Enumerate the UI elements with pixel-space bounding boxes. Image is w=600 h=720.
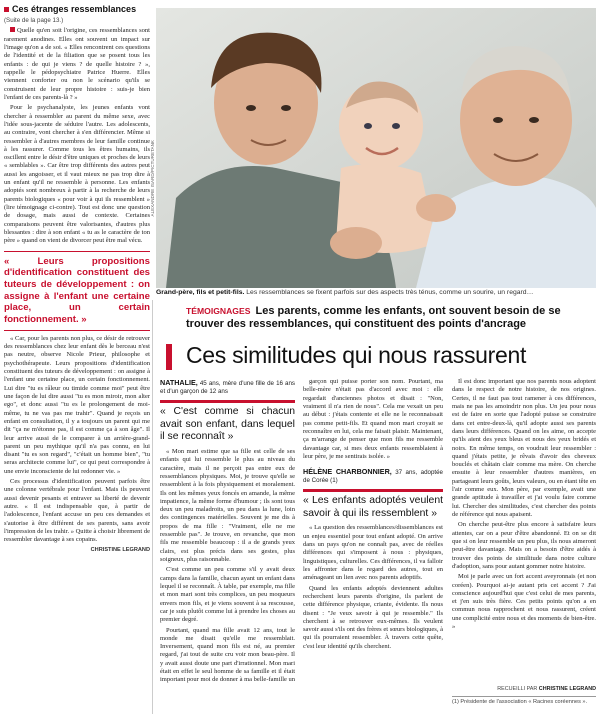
left-byline: CHRISTINE LEGRAND bbox=[90, 546, 150, 553]
footnote: (1) Présidente de l'association « Racines coréennes ». bbox=[452, 696, 596, 705]
col3-paragraph-1: Il est donc important que nos parents nous adoptent dans le respect de notre histoire, de nos origines. Certes, il ne faut pas tout ramener à ces différences, mais ne pas les amoindrir non plus. Un jeu pour nous est de faire en sorte que l'adopté puisse se construire dans cet entre-deux-là, qu'il adopte aussi ses parents dans leurs différences. Quand on les aime, on accepte qu'ils aient des yeux bleus et nous des yeux bridés et noirs. En même temps, on voudrait leur ressembler : quand j'étais petite, je rêvais d'avoir des cheveux bouclés et châtain clair comme ma mère. On cherche ensuite à leur ressembler d'autres manières, en partageant leurs goûts, leurs valeurs, ou en étant tête en l'air comme eux. Mon père, par exemple, avait une grande aptitude à travailler et j'ai voulu faire comme lui. Chercher des similitudes, c'est chercher des points de référence qui nous apaisent. bbox=[452, 378, 596, 518]
col3-paragraph-3: Moi je parle avec un fort accent aveyronnais (et non coréen). Pourquoi ai-je autant pris cet accent ? J'ai conscience aujourd'hui que c'est celui de mes parents, et j'en suis très fière. Ces petits points qu'on a en commun nous rapprochent et nous rassurent, créent une complicité entre nous et des moments de bien-être. » bbox=[452, 573, 596, 631]
source-description: 37 ans, adoptée de Corée (1) bbox=[303, 469, 443, 485]
col2-paragraph-3: Quand les enfants adoptés deviennent adultes recherchent leurs parents d'origine, ils parlent de cette différence physique, criante, évidente. Ils nous disent : "Je veux savoir à qui je ressemble." Ils cherchent à se retrouver eux-mêmes. Ils veulent savoir aussi s'ils ont des frères et sœurs biologiques, à qui ils pourraient ressembler. À travers cette quête, c'est leur identité qu'ils cherchent. bbox=[303, 584, 443, 650]
left-paragraph-1: Quelle qu'en soit l'origine, ces ressemblances sont rarement anodines. Elles ont souvent un impact sur l'image qu'on a de soi. « Elles rencontrent ces questions de l'identité et de la filiation que se posent tous les enfants : de qui je viens ? de quelle histoire ? », rappelle le pédopsychiatre Patrice Huerre. Elles viennent conforter ou non le scénario qu'ils se construisent de leur propre histoire : suis-je bien l'enfant de ces parents-là ? » bbox=[4, 27, 150, 101]
photo-credit: ALEXANDRE ISARD/PICTURETANK bbox=[150, 140, 155, 217]
col1-paragraph-1: « Mon mari estime que sa fille est celle de ses enfants qui lui ressemble le plus au niveau du caractère, mais il ne perçoit pas entre eux de ressemblances physiques. Moi, je trouve qu'elle se ressemblent à la fois physiquement et moralement. Ils ont les mêmes yeux foncés en amande, la même impatience, la même forme d'humour ; ils sont tous deux un peu maladroits, un peu dans la lune, loin des contingences matérielles. Souvent je me dis à propos de ma fille : "Vraiment, elle ne me ressemble pas". Je trouve, en revanche, que mon fils me ressemble beaucoup : il a de grands yeux clairs, est plus précis dans ses gestes, plus soigneux, plus raisonnable. bbox=[160, 447, 295, 563]
column-3-byline bbox=[452, 686, 596, 692]
column-3 bbox=[452, 378, 596, 696]
red-square-bullet-icon bbox=[4, 7, 9, 12]
pull-quote-rule bbox=[160, 400, 295, 403]
column-1 bbox=[160, 378, 295, 710]
section-title: Ces étranges ressemblances bbox=[12, 4, 137, 14]
continued-from: (Suite de la page 13.) bbox=[4, 16, 64, 24]
family-photo-illustration bbox=[156, 8, 596, 288]
column-divider bbox=[152, 300, 153, 714]
byline-author: CHRISTINE LEGRAND bbox=[538, 686, 596, 692]
left-paragraph-3: « Car, pour les parents non plus, ce désir de retrouver des ressemblances chez leur enfant dès le berceau n'est pas neutre, observe Nicole Prieur, philosophe et psychothérapeute. Leurs propositions d'identification constituent des tuteurs de développement : on assigne à l'enfant une certaine place, un certain fonctionnement. Lui dire "tu es râleur ou timide comme moi" peut être une façon de lui dire aussi "tu es mon miroir, mon alter ego", et donc aussi "tu es le prolongement de moi-même, tu ne vas pas me trahir". Quand je reçois un enfant en consultation, il y a toujours un parent qui me dit "ça ne m'étonne pas, il est comme ça à son âge". Il leur arrive aussi de le comparer à un arrière-grand-parent un peu mythique qu'il n'a pas connu, en lui disant "tu es son regard", "c'était un homme bien", "tu seras architecte comme lui", ce qui peut correspondre à une envie inconsciente de lui redonner vie. » bbox=[4, 334, 150, 475]
kicker-dek: Les parents, comme les enfants, ont souvent besoin de se trouver des ressemblances, qui constituent des points d'ancrage bbox=[186, 305, 561, 331]
source-name: HÉLÈNE CHARBONNIER, bbox=[303, 467, 392, 477]
col2-paragraph-1: garçon qui puisse porter son nom. Pourtant, ma belle-mère n'était pas d'accord avec moi : elle regardait d'anciennes photos et disait : "Non, vraiment il n'a rien de nous". Cela me vexait un peu au début : j'étais contente et elle ne le reconnaissait pas comme petit-fils. Et quand mon mari croyait se reconnaître en lui, cela me faisait plaisir. Maintenant, ça m'arrange de penser que mon fils me ressemble davantage car, si mes deux enfants ressemblaient à leur père, je me sentirais isolée. » bbox=[303, 378, 443, 460]
source-nathalie bbox=[160, 378, 295, 396]
pull-quote-helene: « Les enfants adoptés veulent savoir à qui ils ressemblent » bbox=[303, 495, 443, 519]
col3-paragraph-2: On cherche peut-être plus encore à satisfaire leurs attentes, car on a peur d'être abandonné. Et on se dit que si on leur ressemble un peu plus, ils nous aimeront peut-être davantage. Mais on a besoin d'être aidés à trouver des points de similitude dans notre culture d'adoption, sans pour autant gommer notre histoire. bbox=[452, 521, 596, 570]
byline-prefix: RECUEILLI PAR bbox=[497, 686, 539, 692]
col2-paragraph-2: « La question des ressemblances/dissemblances est un enjeu essentiel pour tout enfant adopté. On arrive dans un pays qu'on ne connaît pas, avec de réelles différences qui s'imposent à nous : physiques, linguistiques, culturelles. Ces différences, il va falloir les affronter dans le regard des autres, tout en aménageant un lien avec nos parents adoptifs. bbox=[303, 524, 443, 582]
caption-text: Les ressemblances se fixent parfois sur des aspects très ténus, comme un sourire, un regard… bbox=[244, 289, 534, 296]
col1-paragraph-2: C'est comme un peu comme s'il y avait deux camps dans la famille, chacun ayant un enfant dans lequel il se reconnaît. À table, par exemple, ma fille et mon mari sont très complices, un peu moqueurs envers mon fils, et je viens souvent à sa rescousse, car je suis plutôt comme lui à prendre les choses au premier degré. bbox=[160, 566, 295, 624]
source-helene bbox=[303, 467, 443, 485]
col1-paragraph-3: Pourtant, quand ma fille avait 12 ans, tout le monde me disait qu'elle me ressemblait. Inversement, quand mon fils est né, au premier regard, j'ai tout de suite cru voir mon beau-père. Il y avait aussi doute une part d'irrationnel. Mon mari était en effet le seul homme de sa famille et il était important pour moi de donner à ma belle-famille un bbox=[160, 626, 295, 684]
red-square-bullet-icon bbox=[10, 27, 15, 32]
pull-quote-rule bbox=[303, 489, 443, 492]
pull-quote-nathalie: « C'est comme si chacun avait son enfant, dans lequel il se reconnaît » bbox=[160, 405, 295, 443]
left-column bbox=[4, 4, 150, 716]
caption-bold: Grand-père, fils et petit-fils. bbox=[156, 289, 245, 296]
article-title: Ces similitudes qui nous rassurent bbox=[186, 342, 527, 368]
column-2 bbox=[303, 378, 443, 714]
left-paragraph-2: Pour le psychanalyste, les jeunes enfants vont chercher à ressembler au parent du même sexe, avec l'idée sous-jacente de séduire l'autre. Les adolescents, au contraire, vont chercher à s'en différencier. Même si ressembler à d'autres membres de leur famille continue à les rassurer. Comme tous les êtres humains, ils oscillent entre le désir d'être uniques et proches de leurs « semblables ». Car être trop différents des autres peut aussi les angoisser, et il vaut mieux ne pas trop dire à un enfant qu'il ne ressemble à personne. Les enfants adoptés sont nombreux à partir à la recherche de leurs parents biologiques « pour voir à qui ils ressemblent » (lire témoignage ci-contre). Tout est donc une question de dosage, mais aussi de contexte. Certaines comparaisons peuvent être valorisantes, d'autres plus blessantes : dire à son enfant « tu as le caractère de ton père » quand on vient de divorcer peut être mal vécu. bbox=[4, 104, 150, 245]
kicker bbox=[186, 305, 594, 332]
left-pull-quote: « Leurs propositions d'identification constituent des tuteurs de développement : on assigne à l'enfant une certaine place, un certain fonctionnement. » bbox=[4, 251, 150, 331]
photo-grandfather-father-baby bbox=[156, 8, 596, 288]
title-accent-bar bbox=[166, 344, 172, 370]
section-heading bbox=[4, 4, 150, 16]
kicker-tag: TÉMOIGNAGES bbox=[186, 306, 251, 316]
source-name: NATHALIE, bbox=[160, 378, 198, 387]
photo-caption bbox=[156, 289, 596, 296]
source-description: 45 ans, mère d'une fille de 16 ans et d'un garçon de 12 ans bbox=[160, 380, 295, 395]
left-paragraph-4: Ces processus d'identification peuvent parfois être une colonne vertébrale pour l'enfant. Mais ils peuvent aussi devenir pesants et entraver sa liberté de devenir autre. « Il est indispensable que, à partir de l'adolescence, l'enfant accuse un peu ces demandes et s'autorise à être différent de ses parents, sans avoir l'impression de les trahir. » Quitte à choisir librement de ressembler davantage à ses copains. bbox=[4, 478, 150, 544]
